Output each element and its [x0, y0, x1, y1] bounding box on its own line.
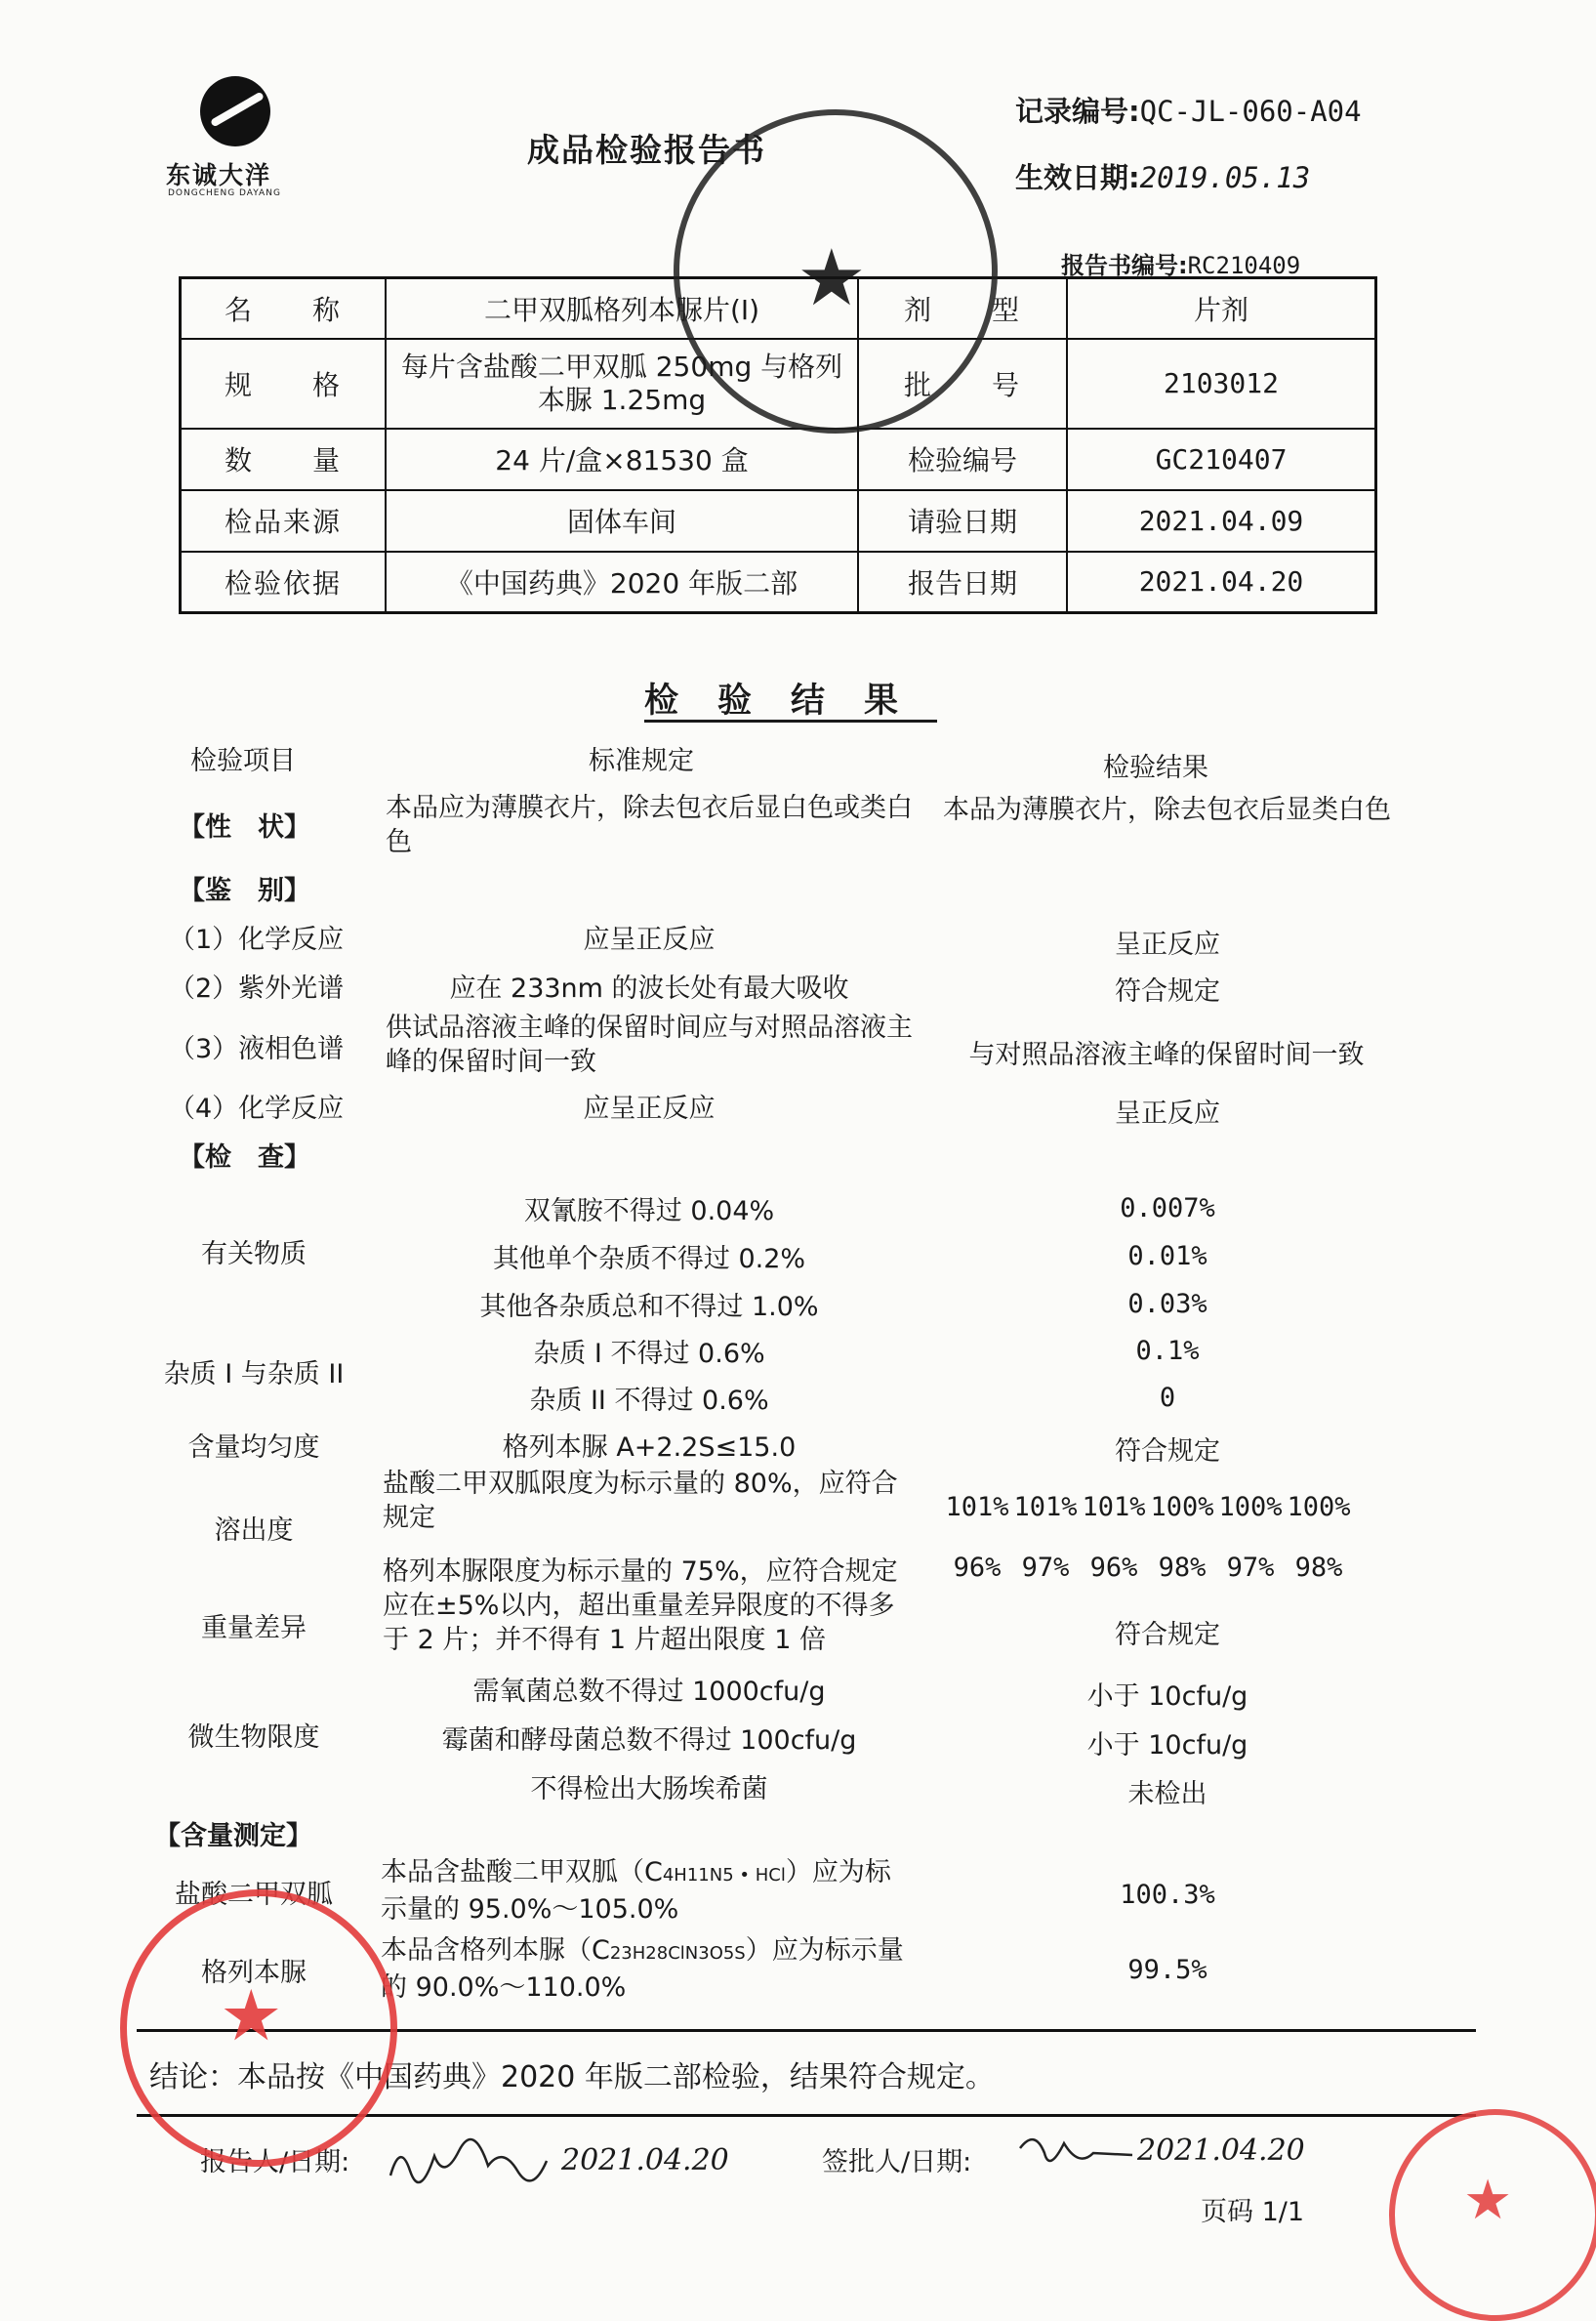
id1-result: 呈正反应: [1115, 930, 1220, 960]
micro-result-2: 小于 10cfu/g: [1086, 1730, 1248, 1761]
micro-item: 微生物限度: [187, 1722, 320, 1753]
basis-value: 《中国药典》2020 年版二部: [386, 552, 858, 613]
uniformity-item: 含量均匀度: [187, 1432, 320, 1463]
batch-label: 批 号: [858, 339, 1067, 429]
dissolution-standard-2: 格列本脲限度为标示量的 75%，应符合规定: [383, 1556, 898, 1587]
company-logo-icon: [200, 76, 270, 146]
report-date-value: 2021.04.20: [1067, 552, 1376, 613]
name-value: 二甲双胍格列本脲片(I): [386, 278, 858, 339]
identification-heading: 【鉴 别】: [179, 876, 310, 906]
star-icon: ★: [220, 1974, 283, 2056]
test-no-value: GC210407: [1067, 429, 1376, 490]
header-item: 检验项目: [190, 746, 296, 776]
weight-item: 重量差异: [201, 1613, 307, 1643]
page-number: 页码 1/1: [1201, 2197, 1305, 2227]
approver-signature-scribble: [1010, 2124, 1137, 2182]
id2-standard: 应在 233nm 的波长处有最大吸收: [449, 974, 849, 1004]
glibenclamide-result: 99.5%: [1127, 1955, 1207, 1985]
header-result: 检验结果: [1103, 753, 1208, 783]
id3-result: 与对照品溶液主峰的保留时间一致: [968, 1040, 1365, 1070]
results-title: 检验结果: [644, 682, 938, 721]
quantity-label: 数 量: [181, 429, 387, 490]
reporter-label: 报告人/日期:: [200, 2147, 350, 2177]
weight-result: 符合规定: [1115, 1620, 1220, 1650]
source-label: 检品来源: [181, 490, 387, 552]
impurity-standard-2: 杂质 II 不得过 0.6%: [529, 1386, 769, 1416]
header-standard: 标准规定: [589, 746, 694, 776]
dissolution-results-1: 101% 101% 101% 100% 100% 100%: [945, 1492, 1351, 1522]
qc-stamp-corner: [1389, 2109, 1596, 2321]
inspection-heading: 【检 查】: [179, 1142, 310, 1173]
id4-item: （4）化学反应: [169, 1094, 345, 1124]
quantity-value: 24 片/盒×81530 盒: [386, 429, 858, 490]
weight-standard: 应在±5%以内，超出重量差异限度的不得多于 2 片；并不得有 1 片超出限度 1 倍: [383, 1591, 895, 1655]
report-date-label: 报告日期: [858, 552, 1067, 613]
qa-stamp-bottom: [120, 1889, 397, 2167]
reporter-signature-scribble: [386, 2136, 552, 2185]
basis-label: 检验依据: [181, 552, 387, 613]
dissolution-results-2: 96% 97% 96% 98% 97% 98%: [953, 1553, 1343, 1583]
star-icon: ★: [1463, 2169, 1513, 2232]
micro-standard-3: 不得检出大肠埃希菌: [530, 1774, 768, 1804]
id2-result: 符合规定: [1115, 976, 1220, 1007]
approver-label: 签批人/日期:: [822, 2147, 972, 2177]
id3-item: （3）液相色谱: [169, 1034, 345, 1064]
id1-item: （1）化学反应: [169, 925, 345, 955]
metformin-item: 盐酸二甲双胍: [175, 1880, 333, 1910]
related-standard-2: 其他单个杂质不得过 0.2%: [492, 1244, 806, 1274]
name-label: 名 称: [181, 278, 387, 339]
id2-item: （2）紫外光谱: [169, 974, 345, 1004]
uniformity-standard: 格列本脲 A+2.2S≤15.0: [502, 1432, 797, 1463]
approver-date: 2021.04.20: [1137, 2134, 1305, 2168]
micro-result-1: 小于 10cfu/g: [1086, 1681, 1248, 1712]
dissolution-item: 溶出度: [214, 1515, 294, 1546]
reporter-date: 2021.04.20: [561, 2143, 729, 2177]
reporter-signature: [386, 2136, 552, 2193]
metformin-result: 100.3%: [1120, 1880, 1215, 1910]
related-result-1: 0.007%: [1120, 1193, 1215, 1223]
batch-value: 2103012: [1067, 339, 1376, 429]
document-title: 成品检验报告书: [527, 131, 766, 169]
id1-standard: 应呈正反应: [583, 925, 716, 955]
related-result-2: 0.01%: [1127, 1241, 1207, 1271]
metformin-standard: 本品含盐酸二甲双胍（C4H11N5 • HCl）应为标示量的 95.0%～105.0%: [381, 1857, 891, 1925]
related-standard-1: 双氰胺不得过 0.04%: [523, 1196, 775, 1226]
id3-standard: 供试品溶液主峰的保留时间应与对照品溶液主峰的保留时间一致: [386, 1013, 913, 1077]
effective-date: 生效日期:2019.05.13: [1015, 161, 1311, 194]
conclusion: 结论：本品按《中国药典》2020 年版二部检验，结果符合规定。: [149, 2060, 995, 2094]
impurity-result-1: 0.1%: [1135, 1336, 1200, 1366]
glibenclamide-item: 格列本脲: [201, 1958, 307, 1988]
id4-result: 呈正反应: [1115, 1098, 1220, 1129]
impurity-standard-1: 杂质 I 不得过 0.6%: [533, 1339, 765, 1369]
appearance-item: 【性 状】: [179, 812, 310, 843]
brand-name: 东诚大洋: [166, 161, 272, 189]
uniformity-result: 符合规定: [1115, 1436, 1220, 1467]
dissolution-standard-1: 盐酸二甲双胍限度为标示量的 80%，应符合规定: [383, 1469, 898, 1533]
request-date-value: 2021.04.09: [1067, 490, 1376, 552]
star-icon: ★: [797, 232, 867, 323]
spec-label: 规 格: [181, 339, 387, 429]
related-standard-3: 其他各杂质总和不得过 1.0%: [479, 1292, 819, 1322]
form-value: 片剂: [1067, 278, 1376, 339]
report-number: 报告书编号:RC210409: [1061, 252, 1301, 279]
impurity-item: 杂质 I 与杂质 II: [163, 1359, 345, 1389]
glibenclamide-standard: 本品含格列本脲（C23H28ClN3O5S）应为标示量的 90.0%～110.0%: [381, 1935, 904, 2003]
id4-standard: 应呈正反应: [583, 1094, 716, 1124]
related-result-3: 0.03%: [1127, 1289, 1207, 1319]
source-value: 固体车间: [386, 490, 858, 552]
form-label: 剂 型: [858, 278, 1067, 339]
assay-heading: 【含量测定】: [154, 1821, 312, 1851]
micro-result-3: 未检出: [1127, 1779, 1207, 1809]
test-no-label: 检验编号: [858, 429, 1067, 490]
brand-name-en: DONGCHENG DAYANG: [168, 188, 281, 198]
qc-stamp-top: [674, 109, 998, 434]
impurity-result-2: 0: [1159, 1383, 1176, 1413]
related-item: 有关物质: [201, 1239, 307, 1269]
approver-signature: [1010, 2124, 1137, 2190]
record-number: 记录编号:QC-JL-060-A04: [1015, 95, 1362, 128]
appearance-result: 本品为薄膜衣片，除去包衣后显类白色: [943, 795, 1391, 825]
spec-value: 每片含盐酸二甲双胍 250mg 与格列本脲 1.25mg: [386, 339, 858, 429]
request-date-label: 请验日期: [858, 490, 1067, 552]
micro-standard-2: 霉菌和酵母菌总数不得过 100cfu/g: [441, 1725, 857, 1756]
appearance-standard: 本品应为薄膜衣片，除去包衣后显白色或类白色: [386, 793, 913, 857]
micro-standard-1: 需氧菌总数不得过 1000cfu/g: [472, 1677, 826, 1707]
